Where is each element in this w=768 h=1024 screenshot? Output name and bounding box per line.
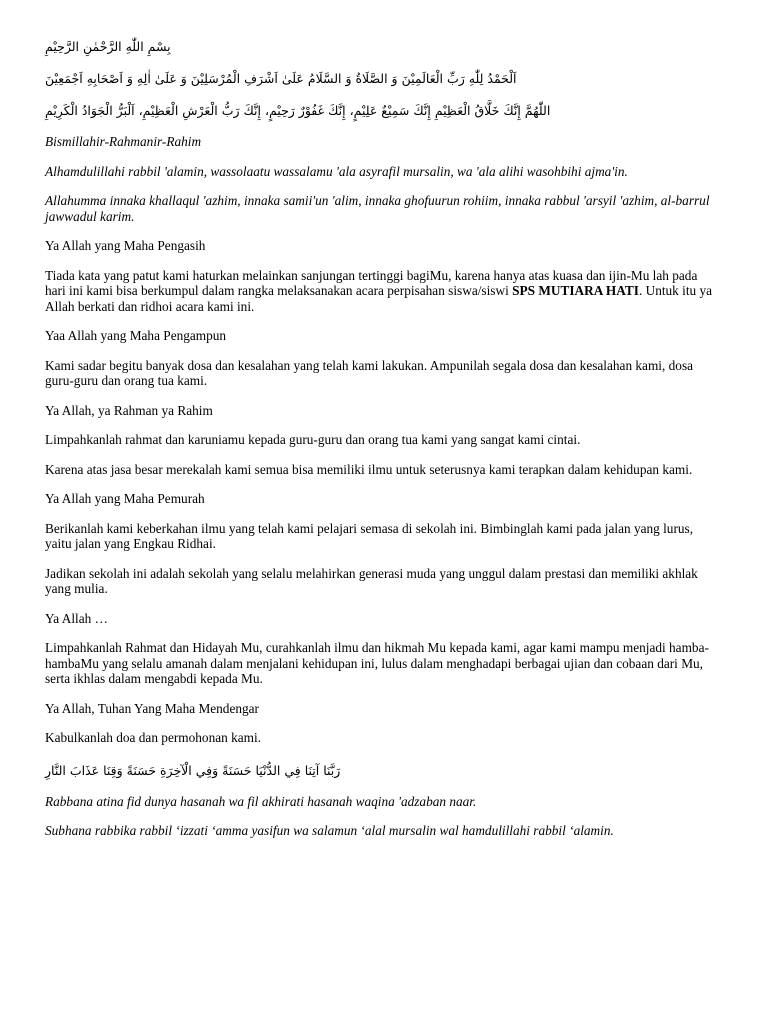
paragraph-ampunan: Kami sadar begitu banyak dosa dan kesalahan yang telah kami lakukan. Ampunilah segala dosa dan kesalahan kami, dosa guru-guru dan orang tua kami. — [45, 357, 694, 388]
translit-rabbana: Rabbana atina fid dunya hasanah wa fil akhirati hasanah waqina 'adzaban naar. — [45, 793, 477, 809]
heading-ya-allah: Ya Allah … — [45, 610, 108, 626]
heading-maha-pengampun: Yaa Allah yang Maha Pengampun — [45, 328, 227, 343]
paragraph-jasa: Karena atas jasa besar merekalah kami semua bisa memiliki ilmu untuk seterusnya kami terapkan dalam kehidupan kami. — [45, 461, 693, 477]
translit-subhana: Subhana rabbika rabbil ‘izzati ‘amma yasifun wa salamun ‘alal mursalin wal hamdulillahi rabbil ‘alamin. — [45, 823, 614, 838]
paragraph-perpisahan — [45, 268, 715, 315]
heading-maha-pemurah: Ya Allah yang Maha Pemurah — [45, 491, 205, 506]
paragraph-rahmat-hidayah: Limpahkanlah Rahmat dan Hidayah Mu, curahkanlah ilmu dan hikmah Mu kepada kami, agar kami mampu menjadi hamba-hambaMu yang selalu amanah dalam menjalani kehidupan ini, lulus dalam menghadapi berbagai ujian dan cobaan dari Mu, serta ikhlas dalam mengabdi kepada Mu. — [45, 640, 709, 686]
heading-maha-pengasih: Ya Allah yang Maha Pengasih — [45, 238, 206, 253]
paragraph-kabulkan: Kabulkanlah doa dan permohonan kami. — [45, 730, 262, 745]
paragraph-keberkahan: Berikanlah kami keberkahan ilmu yang telah kami pelajari semasa di sekolah ini. Bimbinglah kami pada jalan yang lurus, yaitu jalan yang Engkau Ridhai. — [45, 520, 694, 551]
paragraph-sekolah: Jadikan sekolah ini adalah sekolah yang selalu melahirkan generasi muda yang unggul dalam prestasi dan memiliki akhlak yang mulia. — [45, 565, 698, 596]
paragraph-guru-orangtua: Limpahkanlah rahmat dan karuniamu kepada guru-guru dan orang tua kami yang sangat kami cintai. — [45, 432, 581, 447]
translit-hamdalah: Alhamdulillahi rabbil 'alamin, wassolaatu wassalamu 'ala asyrafil mursalin, wa 'ala alihi wasohbihi ajma'in. — [45, 163, 628, 179]
heading-rahman-rahim: Ya Allah, ya Rahman ya Rahim — [45, 402, 213, 418]
arabic-basmalah: بِسْمِ اللّٰهِ الرَّحْمٰنِ الرَّحِيْمِ — [45, 39, 171, 54]
arabic-rabbana: رَبَّنَا آتِنَا فِي الدُّنْيَا حَسَنَةً وَفِي الْآخِرَةِ حَسَنَةً وَقِنَا عَذَابَ النَّارِ — [45, 762, 341, 778]
translit-basmalah: Bismillahir-Rahmanir-Rahim — [45, 134, 202, 149]
paragraph-perpisahan-text: Tiada kata yang patut kami haturkan melainkan sanjungan tertinggi bagiMu, karena hanya atas kuasa dan ijin-Mu lah pada hari ini kami bisa berkumpul dalam rangka melaksanakan acara perpisahan siswa/siswi — [45, 267, 698, 298]
translit-allahumma: Allahumma innaka khallaqul 'azhim, innaka samii'un 'alim, innaka ghofuurun rohiim, innaka rabbul 'arsyil 'azhim, al-barrul jawwadul karim. — [45, 193, 710, 224]
heading-maha-mendengar: Ya Allah, Tuhan Yang Maha Mendengar — [45, 700, 259, 716]
arabic-allahumma: اللّٰهُمَّ إِنَّكَ خَلَّاقُ الْعَظِيْمِ إِنَّكَ سَمِيْعٌ عَلِيْمٍ، إِنَّكَ غَفُوْرٌ رَحِيْمٍ، إِنَّكَ رَبُّ الْعَرْشِ الْعَظِيْمِ، اَلْبَرُّ الْجَوَادُ الْكَرِيْمِ — [45, 103, 551, 118]
document-page — [45, 36, 715, 853]
school-name: SPS MUTIARA HATI — [512, 283, 639, 298]
paragraph-perpisahan-end: . Untuk itu ya Allah berkati dan ridhoi acara kami ini. — [45, 283, 713, 314]
arabic-hamdalah: اَلْحَمْدُ لِلّٰهِ رَبِّ الْعَالَمِيْنَ وَ الصَّلَاةُ وَ السَّلَامُ عَلَىٰ اَشْرَفِ الْمُرْسَلِيْنَ وَ عَلَىٰ اٰلِهِ وَ اَصْحَابِهِ اَجْمَعِيْنَ — [45, 71, 517, 86]
